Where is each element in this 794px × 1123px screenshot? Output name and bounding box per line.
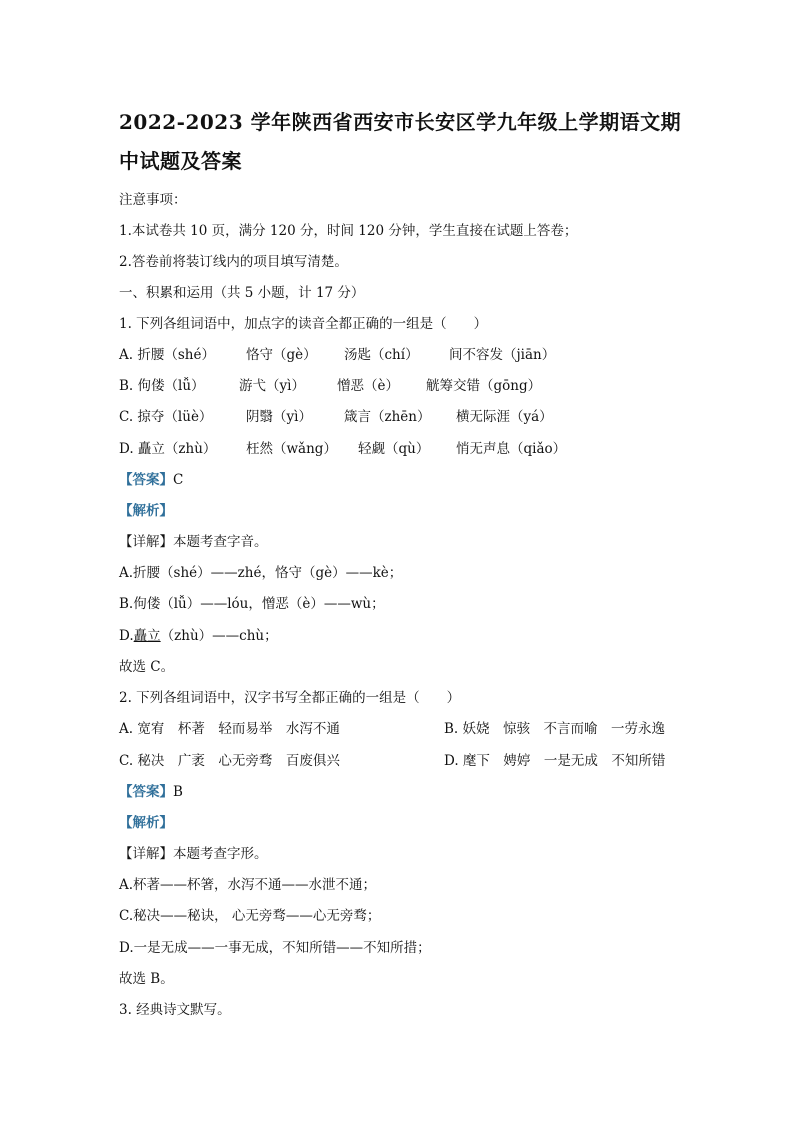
q2-detail xyxy=(119,842,268,862)
q1-option-b-3: 憎恶（è） xyxy=(337,378,399,394)
q1-option-d-2: 枉然（wǎng） xyxy=(246,441,337,457)
q2-stem: 2. 下列各组词语中，汉字书写全都正确的一组是（ ） xyxy=(119,690,461,706)
q1-option-a-1: A. 折腰（shé） xyxy=(119,347,215,363)
q1-option-a-2: 恪守（gè） xyxy=(246,347,317,363)
q1-explain-d-word: 矗立 xyxy=(133,628,161,644)
q1-explain-d xyxy=(119,624,278,644)
q1-option-d-4: 悄无声息（qiǎo） xyxy=(456,441,567,457)
q1-analysis-label: 【解析】 xyxy=(119,503,173,519)
q1-option-c-4: 横无际涯（yá） xyxy=(456,409,553,425)
q1-option-c-2: 阴翳（yì） xyxy=(246,409,312,425)
notice-item-2: 2.答卷前将装订线内的项目填写清楚。 xyxy=(119,254,348,270)
q2-detail-label: 【详解】 xyxy=(119,846,173,862)
q1-explain-d-rest: （zhù）——chù； xyxy=(160,628,278,644)
q2-answer-value: B xyxy=(173,784,183,800)
notice-item-1: 1.本试卷共 10 页，满分 120 分，时间 120 分钟，学生直接在试题上答卷； xyxy=(119,223,578,239)
q1-detail xyxy=(119,530,268,550)
q2-conclusion: 故选 B。 xyxy=(119,971,174,987)
q1-option-b-1: B. 佝偻（lǚ） xyxy=(119,378,205,394)
q1-answer-value: C xyxy=(173,472,184,488)
q1-explain-a: A.折腰（shé）——zhé，恪守（gè）——kè； xyxy=(119,565,403,581)
q2-explain-d: D.一是无成——一事无成，不知所错——不知所措； xyxy=(119,940,431,956)
q1-detail-text: 本题考查字音。 xyxy=(173,534,268,550)
page-title-line-2: 中试题及答案 xyxy=(119,149,242,173)
q2-answer-label: 【答案】 xyxy=(119,784,173,800)
q1-option-d-1: D. 矗立（zhù） xyxy=(119,441,217,457)
q1-explain-b: B.佝偻（lǚ）——lóu，憎恶（è）——wù； xyxy=(119,596,385,612)
q2-option-c: C. 秘决 广袤 心无旁骛 百废俱兴 xyxy=(119,753,340,769)
q1-option-b-2: 游弋（yì） xyxy=(239,378,305,394)
q2-explain-c: C.秘决——秘诀， 心无旁骛——心无旁骛； xyxy=(119,908,381,924)
notice-title: 注意事项： xyxy=(119,192,187,208)
q1-answer xyxy=(119,468,183,488)
q1-option-a-4: 间不容发（jiān） xyxy=(449,347,556,363)
q2-option-a: A. 宽宥 杯著 轻而易举 水泻不通 xyxy=(119,721,340,737)
q2-explain-a: A.杯著——杯箸，水泻不通——水泄不通； xyxy=(119,877,377,893)
q1-option-c-3: 箴言（zhēn） xyxy=(344,409,431,425)
q1-stem: 1. 下列各组词语中，加点字的读音全都正确的一组是（ ） xyxy=(119,316,488,332)
q2-option-b: B. 妖娆 惊骇 不言而喻 一劳永逸 xyxy=(444,721,666,737)
q1-conclusion: 故选 C。 xyxy=(119,659,175,675)
q1-detail-label: 【详解】 xyxy=(119,534,173,550)
section-heading-1: 一、积累和运用（共 5 小题，计 17 分） xyxy=(119,285,365,301)
q1-option-b-4: 觥筹交错（gōng） xyxy=(426,378,542,394)
q1-option-c-1: C. 掠夺（lüè） xyxy=(119,409,213,425)
page-title-line-1: 2022-2023 学年陕西省西安市长安区学九年级上学期语文期 xyxy=(119,110,682,134)
q3-stem: 3. 经典诗文默写。 xyxy=(119,1002,231,1018)
q2-analysis-label: 【解析】 xyxy=(119,815,173,831)
q1-answer-label: 【答案】 xyxy=(119,472,173,488)
q2-option-d: D. 麾下 娉婷 一是无成 不知所错 xyxy=(444,753,666,769)
q1-option-d-3: 轻觑（qù） xyxy=(358,441,430,457)
q1-explain-d-prefix: D. xyxy=(119,628,134,644)
q1-option-a-3: 汤匙（chí） xyxy=(344,347,419,363)
q2-answer xyxy=(119,780,183,800)
q2-detail-text: 本题考查字形。 xyxy=(173,846,268,862)
